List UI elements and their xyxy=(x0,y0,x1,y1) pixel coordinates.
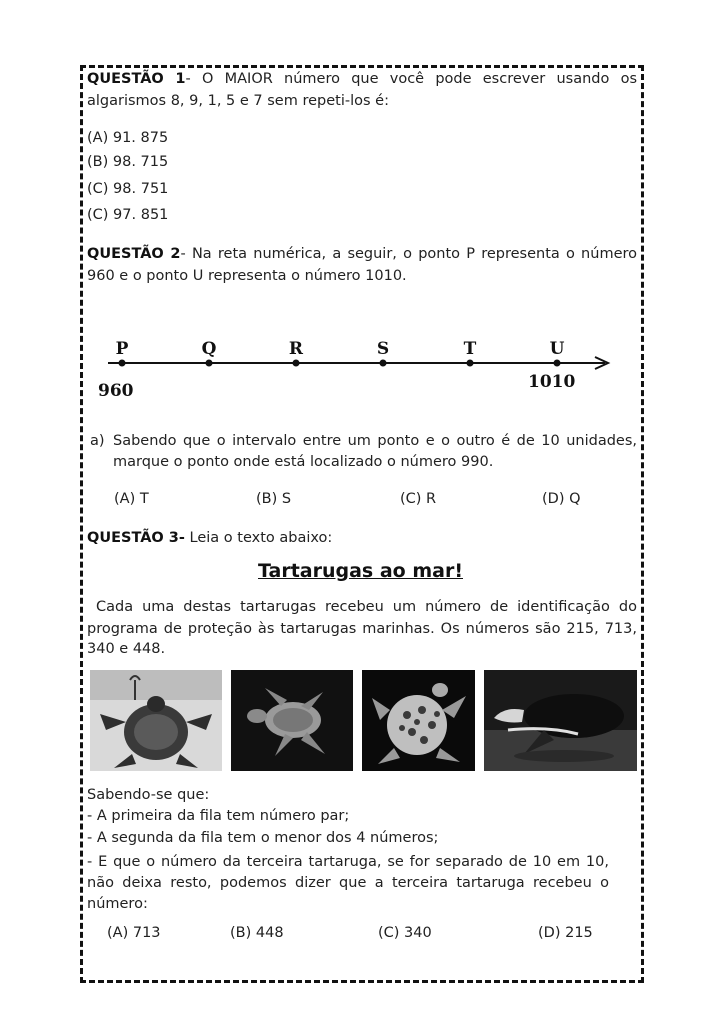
q1-option-c[interactable]: (C) 98. 751 xyxy=(87,181,169,197)
q3-bullet3-line1: - E que o número da terceira tartaruga, se for separado de 10 em 10, xyxy=(87,854,609,870)
q2-item-a-line2: marque o ponto onde está localizado o número 990. xyxy=(113,454,494,470)
turtle-photo-3-icon xyxy=(362,670,475,771)
q2-line2: 960 e o ponto U representa o número 1010. xyxy=(87,268,407,284)
q1-line1 xyxy=(87,68,637,90)
number-line-end-value: 1010 xyxy=(528,372,576,392)
q1-label: QUESTÃO 1 xyxy=(87,71,186,87)
q3-bullet2: - A segunda da fila tem o menor dos 4 números; xyxy=(87,830,439,846)
q3-given: Sabendo-se que: xyxy=(87,787,210,803)
turtle-photo-2-icon xyxy=(231,670,353,771)
turtle-photo-1-icon xyxy=(90,670,222,771)
number-line-label-r: R xyxy=(288,339,304,359)
number-line-dot-r xyxy=(293,360,300,367)
number-line xyxy=(90,330,630,405)
q3-option-d[interactable]: (D) 215 xyxy=(538,925,593,941)
q3-para-line3: 340 e 448. xyxy=(87,641,166,657)
q3-para-line2: programa de proteção às tartarugas marinhas. Os números são 215, 713, xyxy=(87,621,637,637)
q3-option-c[interactable]: (C) 340 xyxy=(378,925,432,941)
text-title: Tartarugas ao mar! xyxy=(258,560,463,582)
q1-text1: - O MAIOR número que você pode escrever usando os xyxy=(185,71,638,87)
q1-line2: algarismos 8, 9, 1, 5 e 7 sem repeti-los é: xyxy=(87,93,389,109)
q3-option-a[interactable]: (A) 713 xyxy=(107,925,161,941)
number-line-dot-u xyxy=(554,360,561,367)
number-line-dot-s xyxy=(380,360,387,367)
number-line-dot-q xyxy=(206,360,213,367)
q2-item-a-prefix: a) xyxy=(90,433,105,449)
q2-option-a[interactable]: (A) T xyxy=(114,491,149,507)
turtle-photo-4-icon xyxy=(484,670,637,771)
q3-label: QUESTÃO 3- xyxy=(87,530,185,546)
q3-bullet1: - A primeira da fila tem número par; xyxy=(87,808,350,824)
number-line-label-u: U xyxy=(549,339,565,359)
q2-option-c[interactable]: (C) R xyxy=(400,491,437,507)
q3-intro: Leia o texto abaixo: xyxy=(184,530,333,546)
q2-line1 xyxy=(87,243,637,265)
number-line-label-q: Q xyxy=(201,339,217,359)
number-line-dot-p xyxy=(119,360,126,367)
q3-option-b[interactable]: (B) 448 xyxy=(230,925,284,941)
q2-option-d[interactable]: (D) Q xyxy=(542,491,581,507)
q2-option-b[interactable]: (B) S xyxy=(256,491,292,507)
q3-bullet3-line3: número: xyxy=(87,896,148,912)
number-line-label-s: S xyxy=(376,339,390,359)
number-line-start-value: 960 xyxy=(98,381,134,401)
q2-text1: - Na reta numérica, a seguir, o ponto P representa o número xyxy=(180,246,637,262)
q3-heading xyxy=(87,527,332,549)
number-line-label-t: T xyxy=(463,339,477,359)
q2-label: QUESTÃO 2 xyxy=(87,246,181,262)
number-line-label-p: P xyxy=(115,339,129,359)
q2-item-a-line1: Sabendo que o intervalo entre um ponto e o outro é de 10 unidades, xyxy=(113,433,637,449)
q1-option-b[interactable]: (B) 98. 715 xyxy=(87,154,169,170)
q3-para-line1: Cada uma destas tartarugas recebeu um número de identificação do xyxy=(87,599,637,615)
q3-bullet3-line2: não deixa resto, podemos dizer que a terceira tartaruga recebeu o xyxy=(87,875,609,891)
number-line-dot-t xyxy=(467,360,474,367)
q1-option-a[interactable]: (A) 91. 875 xyxy=(87,130,169,146)
q1-option-d[interactable]: (C) 97. 851 xyxy=(87,207,169,223)
